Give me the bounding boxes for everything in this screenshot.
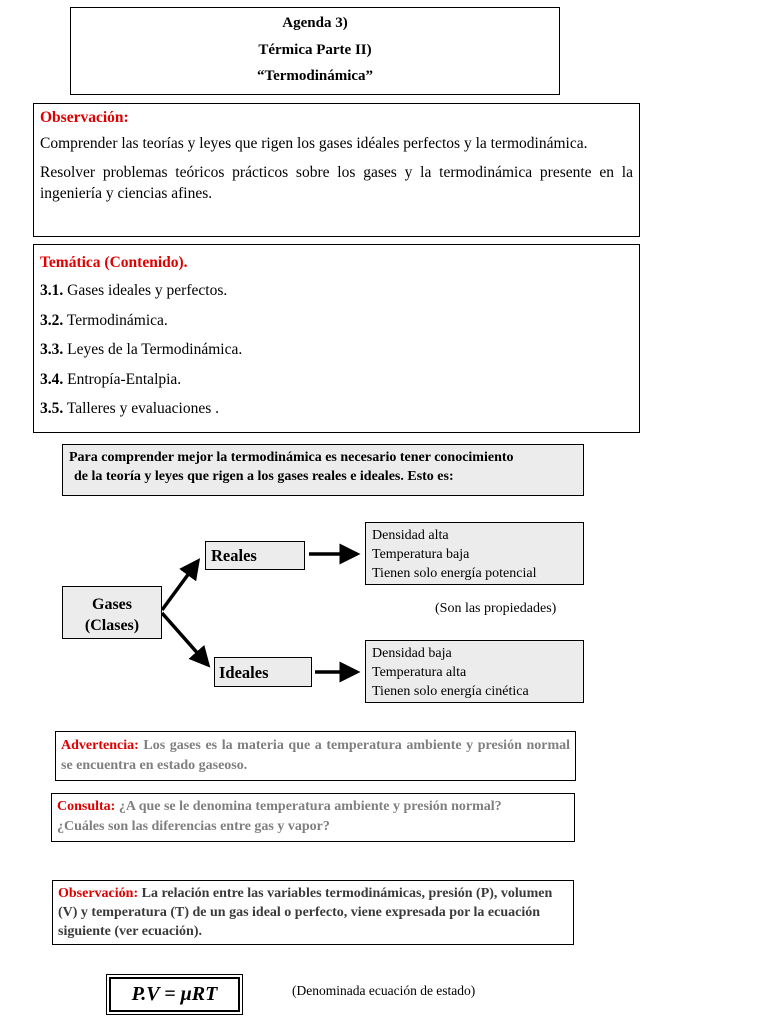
- property-item: Temperatura baja: [372, 547, 470, 562]
- tematica-heading: Temática (Contenido).: [40, 254, 188, 271]
- properties-note: (Son las propiedades): [435, 601, 557, 616]
- gases-sublabel: (Clases): [84, 617, 140, 634]
- observation-heading: Observación:: [40, 109, 129, 126]
- advertencia-box: [55, 731, 576, 781]
- reales-node: Reales: [205, 541, 305, 570]
- equation-box: P.V = μRT: [109, 977, 240, 1012]
- reales-properties: [365, 522, 584, 585]
- unit-title: Térmica Parte II): [258, 41, 372, 58]
- consulta-question-1: ¿A que se le denomina temperatura ambiente y presión normal?: [118, 799, 502, 814]
- advertencia-label: Advertencia:: [61, 738, 139, 753]
- item-number: 3.5.: [40, 400, 64, 417]
- property-item: Densidad baja: [372, 646, 452, 661]
- item-text: Gases ideales y perfectos.: [67, 282, 228, 299]
- item-text: Entropía-Entalpia.: [67, 370, 182, 388]
- consulta-label: Consulta:: [57, 799, 116, 814]
- gases-node: [62, 586, 162, 639]
- item-number: 3.2.: [40, 311, 64, 329]
- arrow-to-ideales: [162, 613, 208, 665]
- topic-title: “Termodinámica”: [256, 68, 374, 84]
- agenda-title: Agenda 3): [282, 15, 348, 31]
- property-item: Densidad alta: [372, 528, 449, 543]
- consulta-question-2: ¿Cuáles son las diferencias entre gas y vapor?: [57, 819, 330, 834]
- property-item: Tienen solo energía potencial: [372, 566, 537, 581]
- item-text: Termodinámica.: [66, 311, 168, 329]
- ideales-properties: [365, 640, 584, 703]
- gases-label: Gases: [92, 596, 132, 613]
- item-number: 3.1.: [40, 282, 64, 299]
- ideales-node: Ideales: [214, 657, 312, 687]
- observation-paragraph-2: Resolver problemas teóricos prácticos sobre los gases y la termodinámica presente en la ingeniería y ciencias afines.: [40, 164, 633, 202]
- observation-paragraph-1: Comprender las teorías y leyes que rigen los gases idéales perfectos y la termodinámica.: [40, 135, 588, 152]
- equation-note: (Denominada ecuación de estado): [292, 983, 476, 998]
- item-text: Talleres y evaluaciones .: [66, 400, 219, 417]
- property-item: Tienen solo energía cinética: [372, 684, 529, 699]
- arrow-to-reales: [162, 561, 198, 610]
- observation2-text: La relación entre las variables termodinámicas, presión (P), volumen (V) y temperatura (T) de un gas ideal o perfecto, viene expresada por la ecuación siguiente (ver ecuación).: [58, 886, 553, 939]
- item-number: 3.4.: [40, 370, 64, 388]
- advertencia-text: Los gases es la materia que a temperatura ambiente y presión normal se encuentra en estado gaseoso.: [61, 738, 571, 773]
- intro-line-2: de la teoría y leyes que rigen a los gases reales e ideales. Esto es:: [74, 468, 454, 484]
- observation2-box: [52, 880, 574, 945]
- item-text: Leyes de la Termodinámica.: [67, 341, 243, 358]
- consulta-box: [51, 793, 575, 842]
- intro-line-1: Para comprender mejor la termodinámica es necesario tener conocimiento: [69, 450, 514, 465]
- property-item: Temperatura alta: [372, 665, 467, 680]
- observation2-label: Observación:: [58, 886, 139, 901]
- item-number: 3.3.: [40, 341, 64, 358]
